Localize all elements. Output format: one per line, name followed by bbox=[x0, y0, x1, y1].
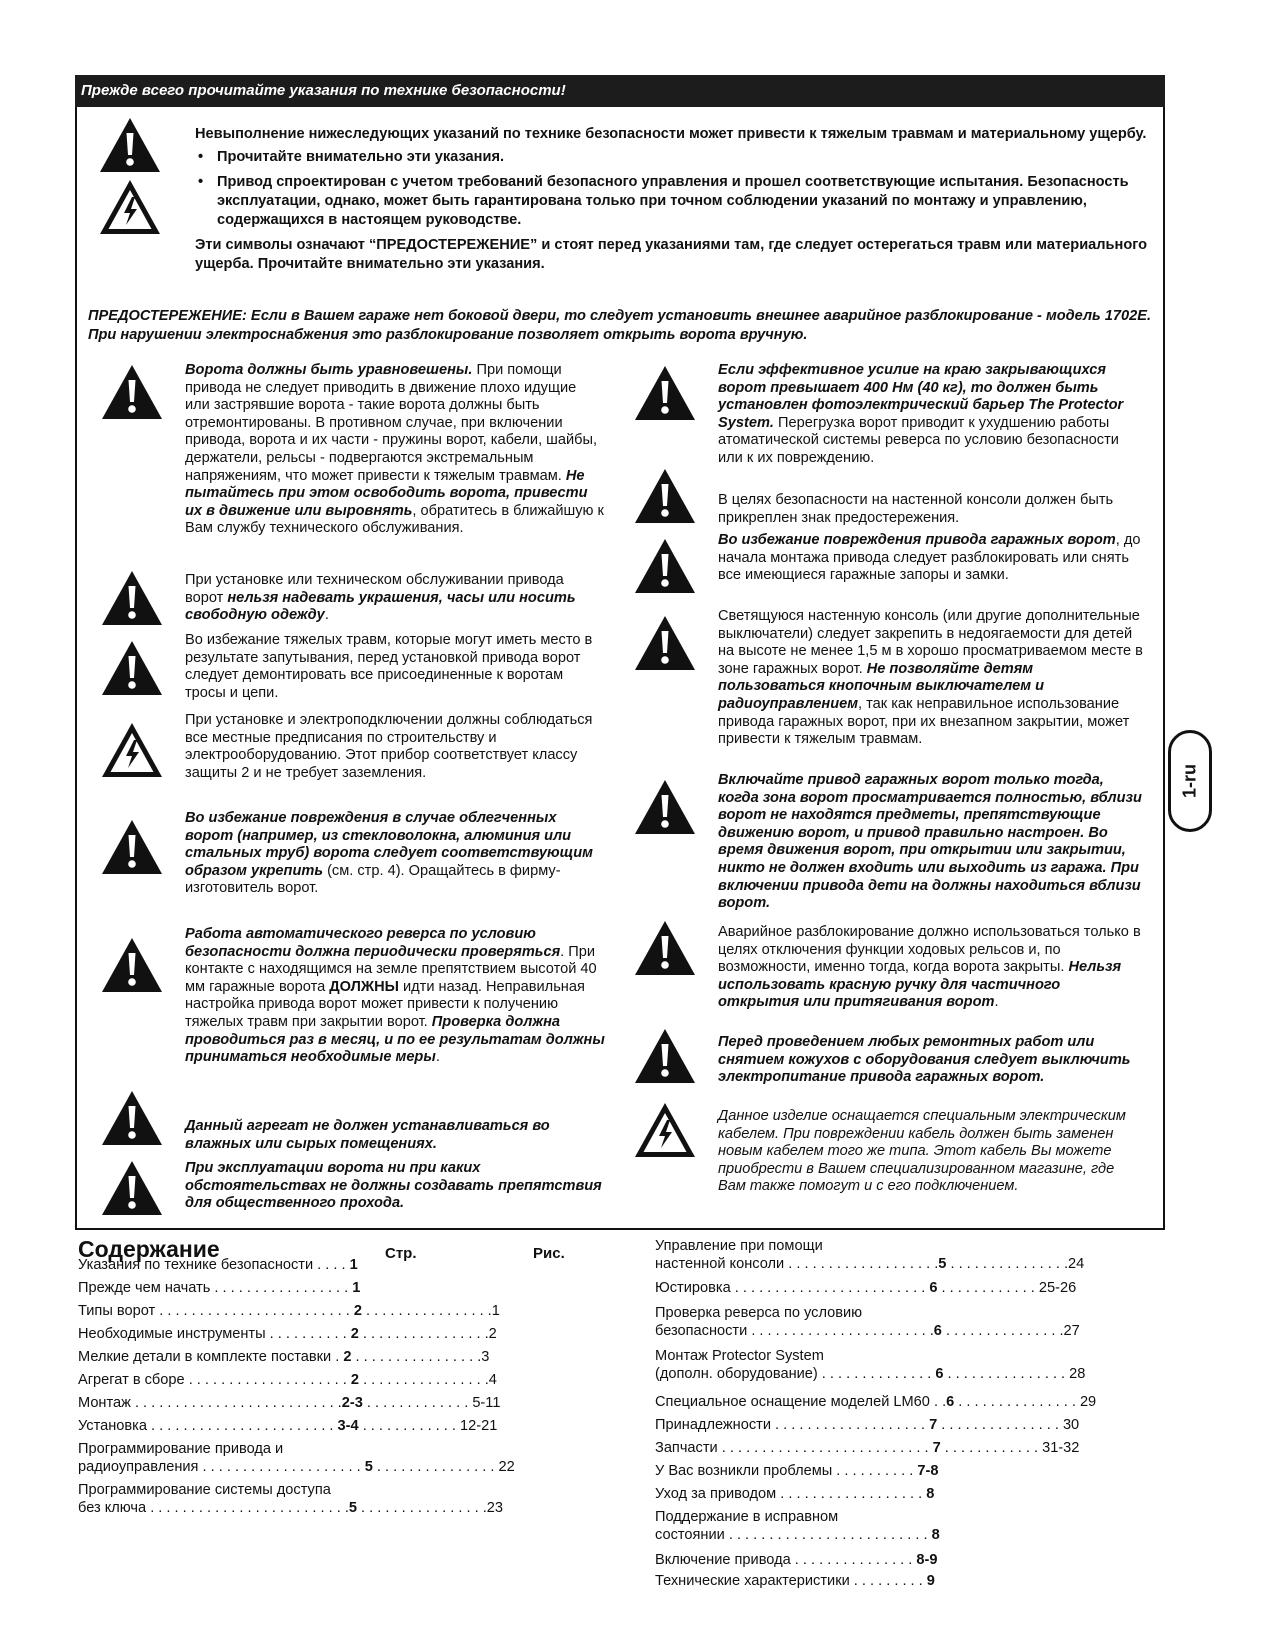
warning-exclamation-icon bbox=[100, 362, 164, 422]
warning-exclamation-icon bbox=[633, 613, 697, 673]
warning-exclamation-icon bbox=[633, 777, 697, 837]
left-block-2: При установке или техническом обслуживании привода ворот нельзя надевать украшения, часы или носить свободную одежду. bbox=[185, 572, 576, 624]
intro-lead: Невыполнение нижеследующих указаний по технике безопасности может привести к тяжелым травмам и материальному ущербу. bbox=[195, 126, 1147, 142]
toc-entry[interactable]: Необходимые инструменты . . . . . . . . . . 2 . . . . . . . . . . . . . . . .2 bbox=[78, 1326, 497, 1342]
left-block-7: Данный агрегат не должен устанавливаться во влажных или сырых помещениях. bbox=[185, 1118, 550, 1152]
warning-exclamation-icon bbox=[633, 918, 697, 978]
toc-entry[interactable]: Установка . . . . . . . . . . . . . . . . . . . . . . . 3-4 . . . . . . . . . . . . 12-21 bbox=[78, 1418, 498, 1434]
toc-entry[interactable]: Поддержание в исправном состоянии . . . . . . . . . . . . . . . . . . . . . . . . . 8 bbox=[655, 1509, 940, 1543]
toc-entry[interactable]: Программирование системы доступа без ключа . . . . . . . . . . . . . . . . . . . . . . . . .5 . . . . . . . . . . . . . . . .23 bbox=[78, 1482, 503, 1516]
intro-bullet: • Прочитайте внимательно эти указания. bbox=[198, 149, 505, 165]
left-block-5: Во избежание повреждения в случае облегченных ворот (например, из стекловолокна, алюминия или стальных труб) ворота следует соответствующим образом укрепить (см. стр. 4). Оращайтесь в фирму-изготовитель ворот. bbox=[185, 810, 593, 897]
warning-exclamation-icon bbox=[100, 817, 164, 877]
left-block-8: При эксплуатации ворота ни при каких обстоятельствах не должны создавать препятствия для общественного прохода. bbox=[185, 1160, 602, 1212]
toc-entry[interactable]: Агрегат в сборе . . . . . . . . . . . . . . . . . . . . 2 . . . . . . . . . . . . . . . .4 bbox=[78, 1372, 497, 1388]
toc-entry[interactable]: Монтаж Protector System (дополн. оборудование) . . . . . . . . . . . . . . 6 . . . . . . . . . . . . . . . 28 bbox=[655, 1348, 1086, 1382]
toc-entry[interactable]: Технические характеристики . . . . . . . . . 9 bbox=[655, 1573, 935, 1589]
warning-exclamation-icon bbox=[100, 1088, 164, 1148]
toc-entry[interactable]: Принадлежности . . . . . . . . . . . . . . . . . . . 7 . . . . . . . . . . . . . . . 30 bbox=[655, 1417, 1080, 1433]
right-block-4: Светящуюся настенную консоль (или другие дополнительные выключатели) следует закрепить в недоягаемости для детей на высоте не менее 1,5 м в хорошо просматриваемом месте в зоне гаражных ворот. Не позволяйте детям пользоваться кнопочным выключателем и радиоуправлением, так как неправильное использование привода гаражных ворот, при их внезапном закрытии, может привести к тяжелым травмам. bbox=[718, 608, 1143, 748]
toc-entry[interactable]: Указания по технике безопасности . . . . 1 bbox=[78, 1257, 358, 1273]
electric-shock-warning-icon bbox=[100, 720, 164, 780]
warning-exclamation-icon bbox=[100, 638, 164, 698]
right-block-3: Во избежание повреждения привода гаражных ворот, до начала монтажа привода следует разблокировать или снять все имеющиеся гаражные запоры и замки. bbox=[718, 532, 1141, 584]
page-language-badge: 1-ru bbox=[1168, 730, 1212, 832]
toc-entry[interactable]: Прежде чем начать . . . . . . . . . . . . . . . . . 1 bbox=[78, 1280, 361, 1296]
toc-entry[interactable]: Управление при помощи настенной консоли . . . . . . . . . . . . . . . . . . .5 . . . . . . . . . . . . . . .24 bbox=[655, 1238, 1085, 1272]
right-block-1: Если эффективное усилие на краю закрывающихся ворот превышает 400 Нм (40 кг), то должен быть установлен фотоэлектрический барьер The Protector System. Перегрузка ворот приводит к ухудшению работы атоматической системы реверса по условию безопасности или к их повреждению. bbox=[718, 362, 1124, 466]
safety-banner: Прежде всего прочитайте указания по технике безопасности! bbox=[75, 75, 1165, 107]
toc-entry[interactable]: Юстировка . . . . . . . . . . . . . . . . . . . . . . . . 6 . . . . . . . . . . . . 25-26 bbox=[655, 1280, 1077, 1296]
toc-entry[interactable]: Программирование привода и радиоуправления . . . . . . . . . . . . . . . . . . . . 5 . . . . . . . . . . . . . . . 22 bbox=[78, 1441, 515, 1475]
toc-entry[interactable]: Монтаж . . . . . . . . . . . . . . . . . . . . . . . . . .2-3 . . . . . . . . . . . . . 5-11 bbox=[78, 1395, 501, 1411]
left-block-4: При установке и электроподключении должны соблюдаться все местные предписания по строительству и электрооборудованию. Этот прибор соответствует классу защиты 2 и не требует заземления. bbox=[185, 712, 593, 781]
toc-entry[interactable]: Специальное оснащение моделей LM60 . .6 . . . . . . . . . . . . . . . 29 bbox=[655, 1394, 1097, 1410]
right-block-5: Включайте привод гаражных ворот только тогда, когда зона ворот просматривается полностью, вблизи ворот не находятся предметы, препятствующие движению ворот, и привод правильно настроен. Во время движения ворот, при открытии или закрытии, никто не должен входить или выходить из гаража. При включении привода дети на должны находиться вблизи ворот. bbox=[718, 772, 1142, 912]
warning-exclamation-icon bbox=[98, 115, 162, 175]
intro-symbols-note: Эти символы означают “ПРЕДОСТЕРЕЖЕНИЕ” и стоят перед указаниями там, где следует остерегаться травм или материального ущерба. Прочитайте внимательно эти указания. bbox=[195, 237, 1148, 272]
intro-section bbox=[195, 125, 1155, 274]
toc-entry[interactable]: Мелкие детали в комплекте поставки . 2 . . . . . . . . . . . . . . . .3 bbox=[78, 1349, 490, 1365]
warning-exclamation-icon bbox=[100, 568, 164, 628]
warning-note: ПРЕДОСТЕРЕЖЕНИЕ: Если в Вашем гараже нет боковой двери, то следует установить внешнее аварийное разблокирование - модель 1702E. При нарушении электроснабжения это разблокирование позволяет открыть ворота вручную. bbox=[88, 308, 1152, 343]
warning-exclamation-icon bbox=[633, 466, 697, 526]
warning-exclamation-icon bbox=[633, 1026, 697, 1086]
left-block-1: Ворота должны быть уравновешены. При помощи привода не следует приводить в движение плохо идущие или застрявшие ворота - такие ворота должны быть отремонтированы. В противном случае, при включении привода, ворота и их части - пружины ворот, кабели, шайбы, держатели, рельсы - подвергаются экстремальным напряжениям, что может привести к тяжелым травмам. Не пытайтесь при этом освободить ворота, привести их в движение или выровнять, обратитесь в ближайшую к Вам службу технического обслуживания. bbox=[185, 362, 604, 537]
warning-exclamation-icon bbox=[633, 536, 697, 596]
toc-entry[interactable]: Уход за приводом . . . . . . . . . . . . . . . . . . 8 bbox=[655, 1486, 935, 1502]
left-block-6: Работа автоматического реверса по условию безопасности должна периодически проверяться. При контакте с находящимся на земле препятствием высотой 40 мм гаражные ворота ДОЛЖНЫ идти назад. Неправильная настройка привода ворот может привести к получению тяжелых травм при закрытии ворот. Проверка должна проводиться раз в месяц, и по ее результатам должны приниматься необходимые меры. bbox=[185, 926, 605, 1066]
electric-shock-warning-icon bbox=[633, 1100, 697, 1160]
intro-bullet: • Привод спроектирован с учетом требований безопасного управления и прошел соответствующие испытания. Безопасность эксплуатации, однако, может быть гарантирована только при точном соблюдении указаний по монтажу и управлению, содержащихся в настоящем руководстве. bbox=[198, 174, 1129, 228]
right-block-2: В целях безопасности на настенной консоли должен быть прикреплен знак предостережения. bbox=[718, 492, 1114, 526]
toc-col-page-header: Стр. bbox=[385, 1245, 417, 1262]
electric-shock-warning-icon bbox=[98, 177, 162, 237]
toc-entry[interactable]: У Вас возникли проблемы . . . . . . . . . . 7-8 bbox=[655, 1463, 939, 1479]
toc-entry[interactable]: Включение привода . . . . . . . . . . . . . . . 8-9 bbox=[655, 1552, 938, 1568]
toc-entry[interactable]: Проверка реверса по условию безопасности . . . . . . . . . . . . . . . . . . . . . . .6 . . . . . . . . . . . . . . .27 bbox=[655, 1305, 1080, 1339]
toc-title: Содержание bbox=[78, 1236, 220, 1262]
toc-col-fig-header: Рис. bbox=[533, 1245, 565, 1262]
warning-exclamation-icon bbox=[100, 1158, 164, 1218]
toc-entry[interactable]: Типы ворот . . . . . . . . . . . . . . . . . . . . . . . . 2 . . . . . . . . . . . . . . . .1 bbox=[78, 1303, 500, 1319]
warning-exclamation-icon bbox=[100, 935, 164, 995]
toc-entry[interactable]: Запчасти . . . . . . . . . . . . . . . . . . . . . . . . . . 7 . . . . . . . . . . . . 31-32 bbox=[655, 1440, 1080, 1456]
right-block-7: Перед проведением любых ремонтных работ или снятием кожухов с оборудования следует выключить электропитание привода гаражных ворот. bbox=[718, 1034, 1131, 1086]
left-block-3: Во избежание тяжелых травм, которые могут иметь место в результате запутывания, перед установкой привода ворот следует демонтировать все присоединенные к воротам тросы и цепи. bbox=[185, 632, 593, 701]
intro-bullets bbox=[195, 148, 1155, 230]
right-block-6: Аварийное разблокирование должно использоваться только в целях отключения функции ходовых рельсов и, по возможности, именно тогда, когда ворота закрыты. Нельзя использовать красную ручку для частичного открытия или притягивания ворот. bbox=[718, 924, 1141, 1011]
right-block-8: Данное изделие оснащается специальным электрическим кабелем. При повреждении кабель должен быть заменен новым кабелем того же типа. Этот кабель Вы можете приобрести в Вашем специализированном магазине, где Вам также помогут и с его подключением. bbox=[718, 1108, 1126, 1195]
warning-exclamation-icon bbox=[633, 363, 697, 423]
